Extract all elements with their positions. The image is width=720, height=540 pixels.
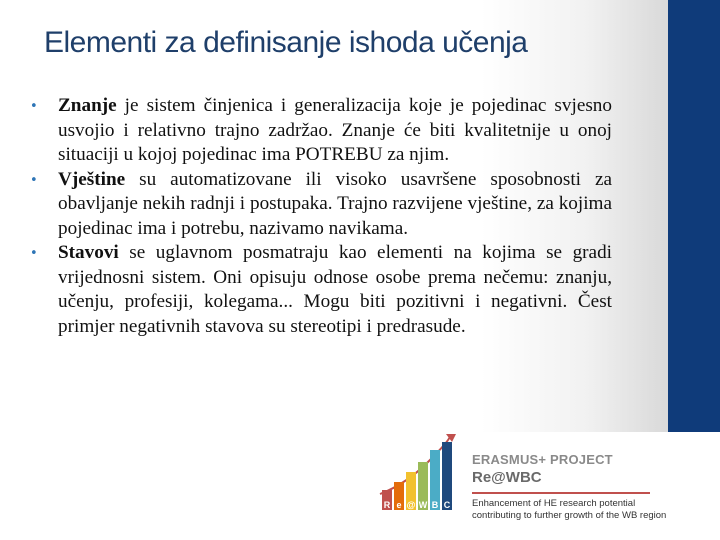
logo-letter: B: [431, 500, 439, 510]
growth-chart-icon: [376, 432, 472, 540]
bullet-text: je sistem činjenica i generalizacija koje je pojedinac svjesno usvojio i relativno trajno zadržao. Znanje će biti kvalitetnije u onoj situaciji u kojoj pojedinac ima POTREBU za njim.: [58, 95, 612, 165]
slide-title: Elementi za definisanje ishoda učenja: [44, 26, 528, 59]
logo-project-name: ERASMUS+ PROJECT: [472, 452, 613, 467]
bullet-term: Stavovi: [58, 242, 119, 263]
bullet-item-znanje: [30, 94, 612, 168]
bullet-text: se uglavnom posmatraju kao elementi na kojima se gradi vrijednosni sistem. Oni opisuju odnose osobe prema nečemu: znanju, učenju, profesiji, kolegama... Mogu biti pozitivni i negativni. Čest primjer negativnih stavova su stereotipi i predrasude.: [58, 242, 612, 337]
logo-text: [472, 452, 712, 522]
bullet-dot-icon: •: [30, 246, 38, 261]
logo-letter: C: [443, 500, 451, 510]
logo-letter: @: [406, 500, 416, 510]
logo-description-line: Enhancement of HE research potential: [472, 498, 636, 509]
bullet-item-stavovi: [30, 241, 612, 339]
bullet-item-vjestine: [30, 168, 612, 242]
bullet-term: Znanje: [58, 95, 117, 116]
bullet-dot-icon: •: [30, 99, 38, 114]
project-logo: [376, 432, 720, 540]
bullet-list: [30, 94, 612, 339]
logo-letter: e: [396, 500, 402, 510]
logo-brand: Re@WBC: [472, 469, 542, 486]
bullet-dot-icon: •: [30, 172, 38, 188]
logo-description-line: contributing to further growth of the WB region: [472, 510, 667, 521]
bullet-term: Vještine: [58, 168, 126, 190]
logo-divider: [472, 492, 650, 494]
logo-letter: R: [383, 500, 391, 510]
bullet-text: su automatizovane ili visoko usavršene sposobnosti za obavljanje nekih radnji i postupaka. Trajno razvijene vještine, za kojima pojedinac ima i potrebu, nazivamo navikama.: [58, 168, 612, 239]
logo-letter: W: [418, 500, 428, 510]
